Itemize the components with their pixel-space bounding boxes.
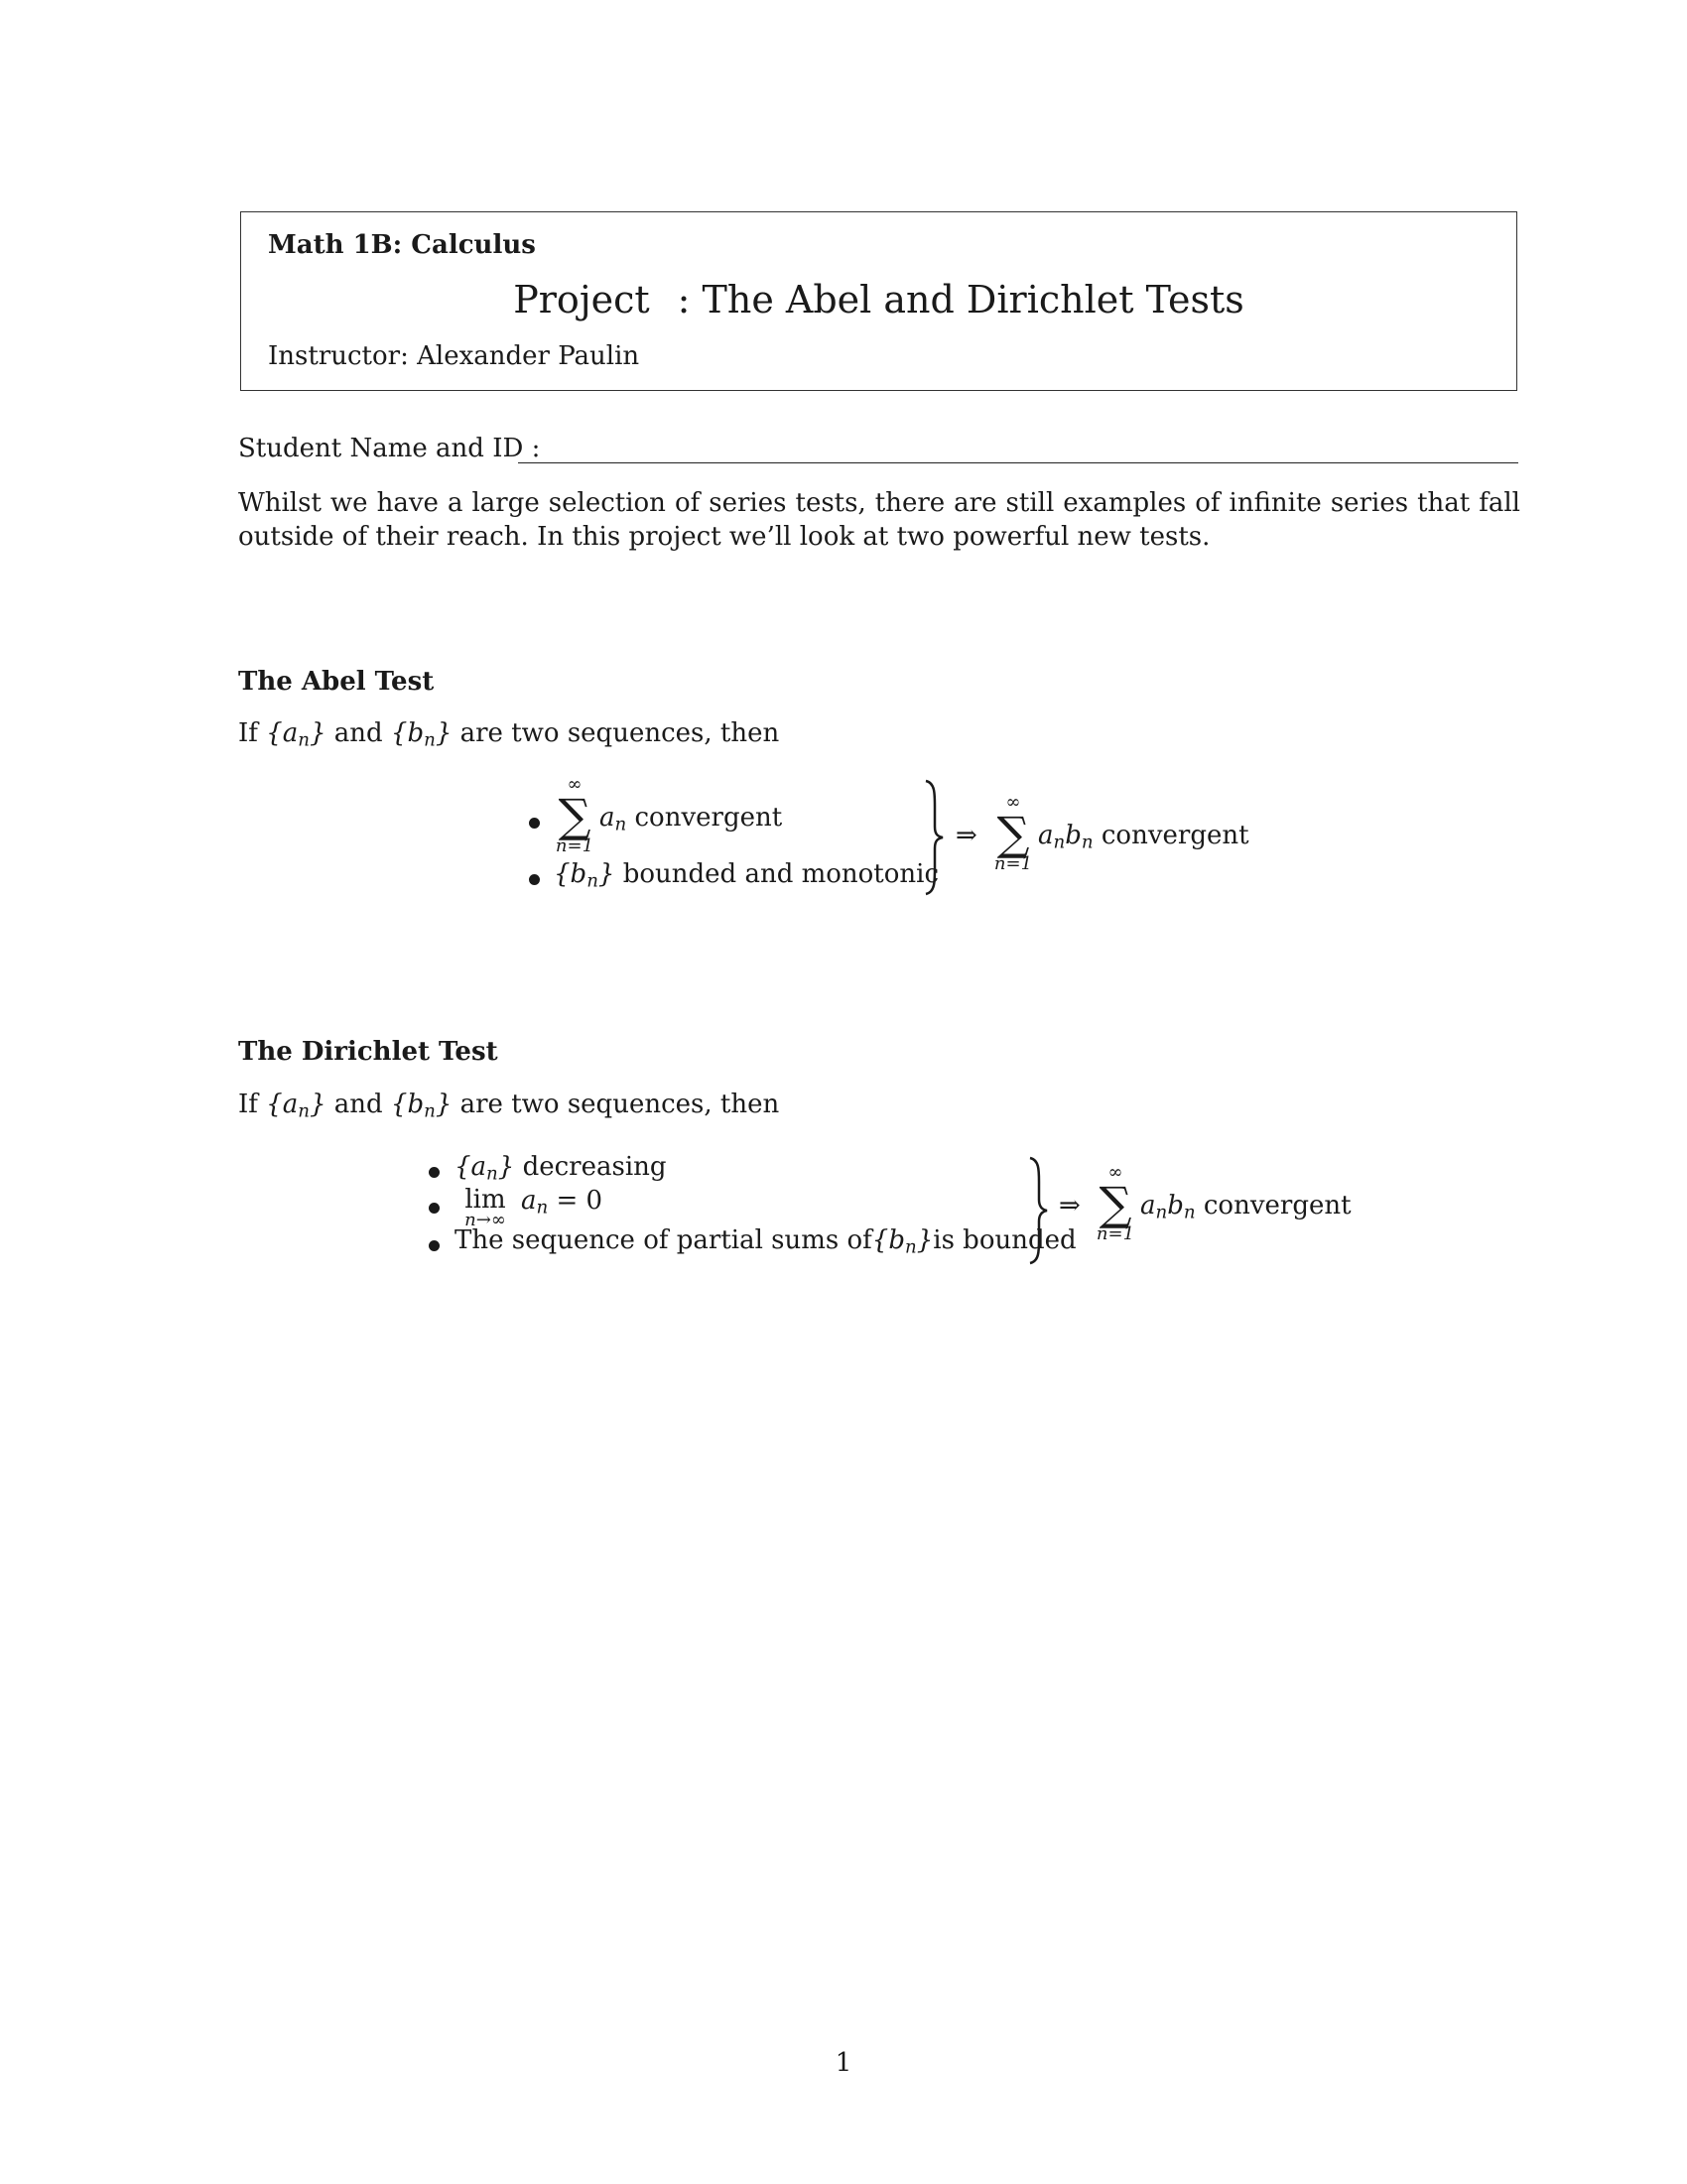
- bullet-icon: [429, 1203, 440, 1214]
- abel-result: $a_nb_n$ convergent: [1038, 821, 1249, 853]
- dirichlet-implies: ⇒: [1059, 1191, 1081, 1220]
- bullet-icon: [529, 818, 540, 829]
- dirichlet-heading: The Dirichlet Test: [238, 1037, 498, 1067]
- dirichlet-cond2: $a_n = 0$: [521, 1186, 603, 1219]
- bullet-icon: [429, 1167, 440, 1178]
- title-project: Project: [513, 278, 650, 321]
- right-brace-icon: [1027, 1156, 1051, 1265]
- intro-paragraph: Whilst we have a large selection of series tests, there are still examples of infinite series that fall outside of their reach. In this project we’ll look at two powerful new tests.: [238, 488, 1520, 552]
- abel-result-sum: ∞ ∑ n=1: [993, 792, 1033, 874]
- bullet-icon: [529, 874, 540, 885]
- title-rest: : The Abel and Dirichlet Tests: [677, 278, 1244, 321]
- student-name-field[interactable]: [518, 462, 1518, 463]
- abel-cond1-sum: ∞ ∑ n=1: [555, 774, 594, 856]
- student-label: Student Name and ID :: [238, 434, 541, 463]
- dirichlet-cond2-lim: lim n→∞: [464, 1185, 506, 1230]
- course-title: Math 1B: Calculus: [268, 230, 536, 260]
- project-title: [241, 278, 1516, 321]
- header-box: [240, 211, 1517, 391]
- abel-cond1: $a_n$ convergent: [599, 803, 783, 835]
- instructor: Instructor: Alexander Paulin: [268, 341, 640, 371]
- dirichlet-result: $a_nb_n$ convergent: [1140, 1191, 1352, 1223]
- page-number: 1: [835, 2048, 852, 2078]
- dirichlet-result-sum: ∞ ∑ n=1: [1096, 1162, 1135, 1244]
- abel-cond2: $\{b_n\}$ bounded and monotonic: [554, 859, 940, 892]
- abel-lead: If $\{a_n\}$ and $\{b_n\}$ are two sequences, then: [238, 718, 780, 751]
- dirichlet-cond1: $\{a_n\}$ decreasing: [454, 1152, 667, 1185]
- abel-implies: ⇒: [956, 821, 977, 850]
- abel-heading: The Abel Test: [238, 667, 435, 697]
- right-brace-icon: [923, 779, 947, 896]
- dirichlet-lead: If $\{a_n\}$ and $\{b_n\}$ are two sequences, then: [238, 1090, 780, 1122]
- dirichlet-cond3: The sequence of partial sums $of\{b_n\}is$ bounded: [454, 1225, 1077, 1258]
- bullet-icon: [429, 1240, 440, 1251]
